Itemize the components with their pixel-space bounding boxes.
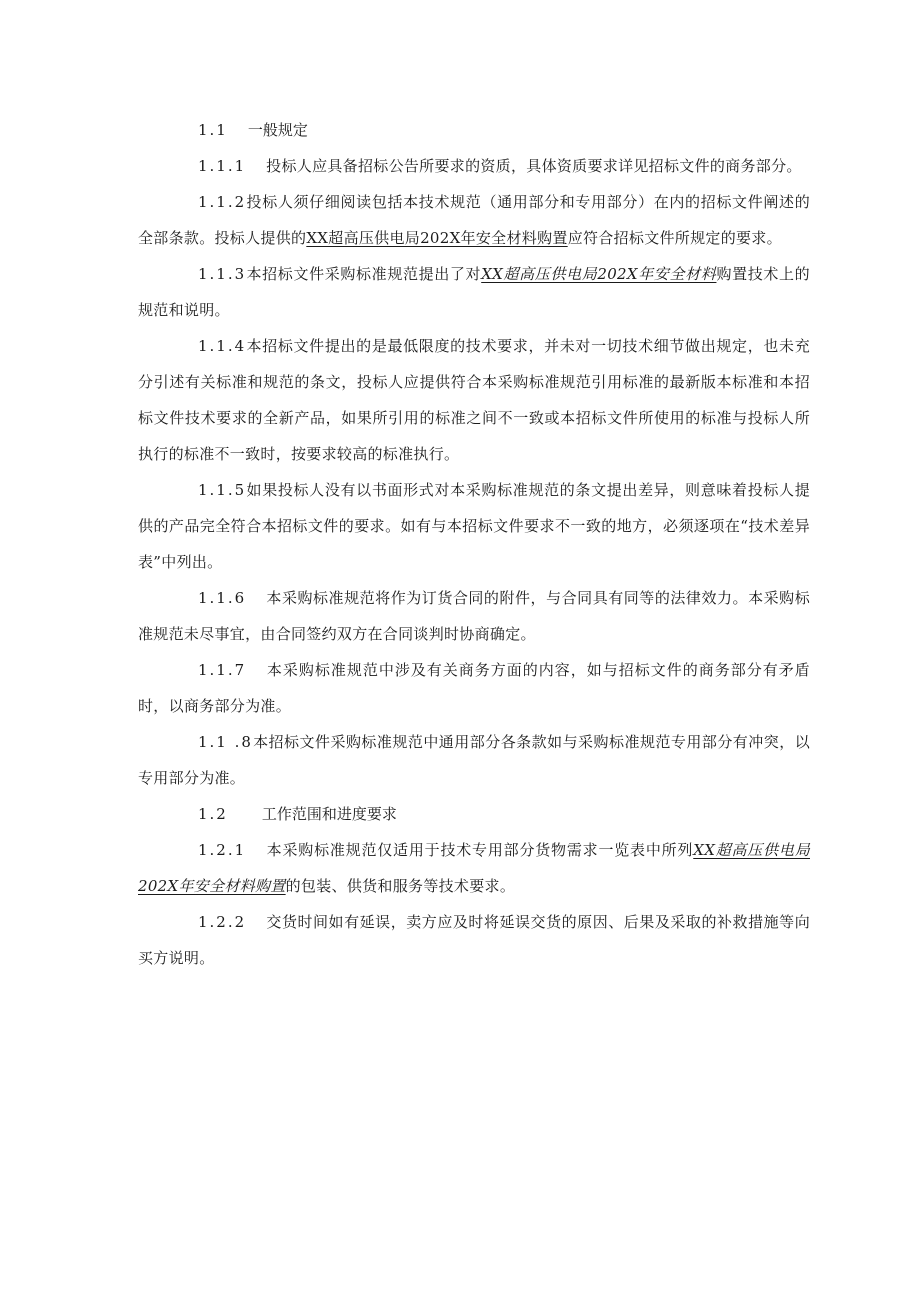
clause-text: 本招标文件采购标准规范提出了对 bbox=[246, 265, 482, 283]
clause-number: 1.1.3 bbox=[198, 265, 247, 283]
clause-text: 投标人应具备招标公告所要求的资质，具体资质要求详见招标文件的商务部分。 bbox=[266, 157, 802, 175]
clause-number: 1.1.1 bbox=[198, 157, 247, 175]
clause-number: 1.1.6 bbox=[198, 589, 247, 607]
clause-number: 1.2.1 bbox=[198, 841, 247, 859]
clause-number: 1.2.2 bbox=[198, 913, 247, 931]
clause-1-2-2 bbox=[138, 904, 810, 976]
clause-number: 1.1.5 bbox=[198, 481, 247, 499]
project-name-underlined: XX超高压供电局202X年安全材料 bbox=[481, 265, 717, 283]
clause-text: 本招标文件提出的是最低限度的技术要求，并未对一切技术细节做出规定，也未充分引述有关标准和规范的条文，投标人应提供符合本采购标准规范引用标准的最新版本标准和本招标文件技术要求的全新产品，如果所引用的标准之间不一致或本招标文件所使用的标准与投标人所执行的标准不一致时，按要求较高的标准执行。 bbox=[138, 337, 810, 463]
clause-text: 交货时间如有延误，卖方应及时将延误交货的原因、后果及采取的补救措施等向买方说明。 bbox=[138, 913, 810, 967]
clause-1-1-6 bbox=[138, 580, 810, 652]
clause-number: 1.1.2 bbox=[198, 193, 247, 211]
clause-text-end: 的包装、供货和服务等技术要求。 bbox=[285, 877, 516, 895]
project-name-underlined: XX超高压供电局202X年安全材料购置 bbox=[306, 229, 568, 247]
section-heading-1-2 bbox=[138, 796, 810, 832]
project-name-underlined: XX超高压供电局202X年安全材料购置 bbox=[138, 841, 810, 895]
document-body bbox=[138, 112, 810, 976]
clause-1-1-5 bbox=[138, 472, 810, 580]
section-title: 工作范围和进度要求 bbox=[261, 805, 397, 823]
clause-1-1-4 bbox=[138, 328, 810, 472]
clause-text: 本采购标准规范将作为订货合同的附件，与合同具有同等的法律效力。本采购标准规范未尽事宜，由合同签约双方在合同谈判时协商确定。 bbox=[138, 589, 810, 643]
clause-text: 本采购标准规范中涉及有关商务方面的内容，如与招标文件的商务部分有矛盾时，以商务部分为准。 bbox=[138, 661, 810, 715]
section-heading-1-1 bbox=[138, 112, 810, 148]
clause-text: 本招标文件采购标准规范中通用部分各条款如与采购标准规范专用部分有冲突，以专用部分为准。 bbox=[138, 733, 810, 787]
clause-1-1-3 bbox=[138, 256, 810, 328]
clause-1-1-7 bbox=[138, 652, 810, 724]
clause-text: 本采购标准规范仅适用于技术专用部分货物需求一览表中所列 bbox=[266, 841, 694, 859]
clause-1-2-1 bbox=[138, 832, 810, 904]
clause-number: 1.1.4 bbox=[198, 337, 247, 355]
clause-number: 1.1.7 bbox=[198, 661, 247, 679]
clause-number: 1.1 .8 bbox=[198, 733, 253, 751]
clause-text-end: 购置技术上的规范和说明。 bbox=[138, 265, 810, 319]
section-title: 一般规定 bbox=[247, 121, 308, 139]
clause-text: 如果投标人没有以书面形式对本采购标准规范的条文提出差异，则意味着投标人提供的产品完全符合本招标文件的要求。如有与本招标文件要求不一致的地方，必须逐项在“技术差异表”中列出。 bbox=[138, 481, 810, 571]
clause-1-1-8 bbox=[138, 724, 810, 796]
clause-text: 投标人须仔细阅读包括本技术规范（通用部分和专用部分）在内的招标文件阐述的全部条款。投标人提供的 bbox=[138, 193, 810, 247]
clause-1-1-2 bbox=[138, 184, 810, 256]
section-number: 1.1 bbox=[198, 121, 228, 139]
clause-1-1-1 bbox=[138, 148, 810, 184]
section-number: 1.2 bbox=[198, 805, 228, 823]
clause-text-end: 应符合招标文件所规定的要求。 bbox=[567, 229, 782, 247]
